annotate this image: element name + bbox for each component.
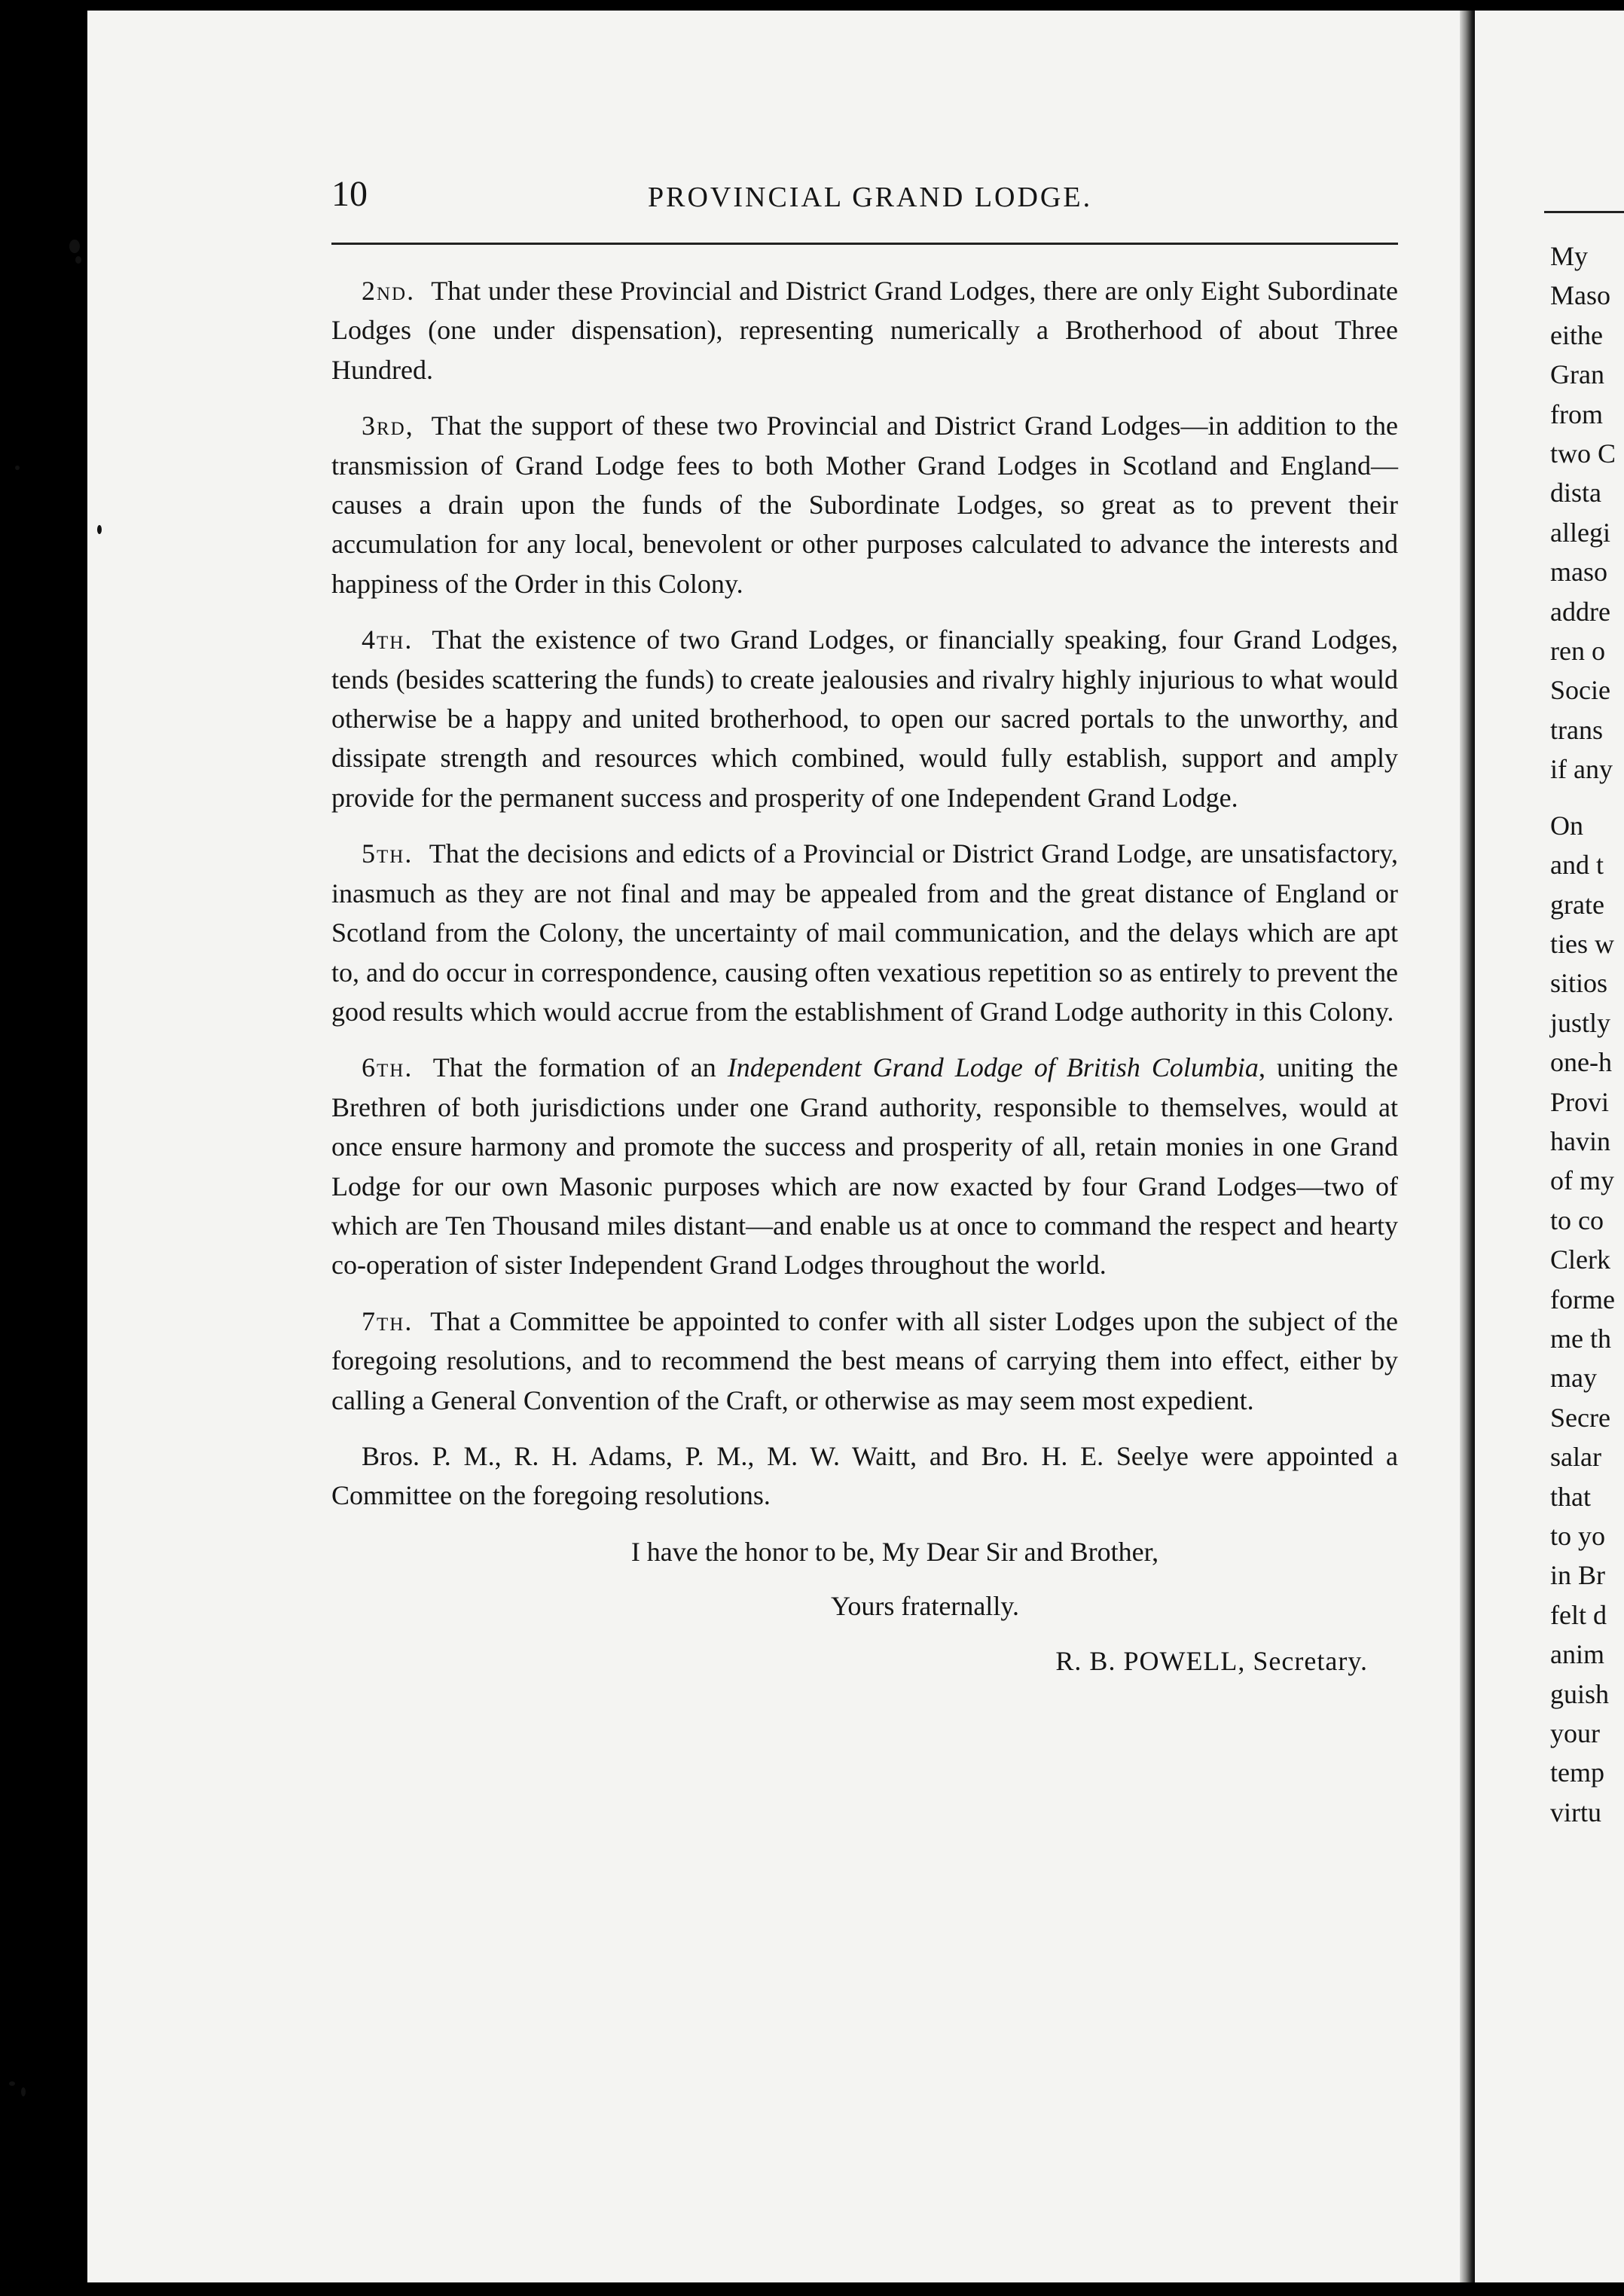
facing-page-line: anim [1550,1639,1604,1670]
facing-page-line: to yo [1550,1521,1606,1551]
facing-page-line: temp [1550,1757,1604,1788]
facing-page-line: Gran [1550,359,1604,390]
page-number: 10 [331,174,368,214]
facing-page-line: addre [1550,596,1610,627]
resolution-text: That under these Provincial and District Grand Lodges, there are only Eight Subordinate Lodges (one under dispensation), representing numerically a Brotherhood of about Three Hundred. [331,276,1398,385]
facing-page-line: if any [1550,754,1613,785]
resolution-paragraph [331,834,1398,1031]
committee-paragraph [331,1437,1398,1516]
facing-page-line: salar [1550,1442,1601,1473]
resolution-text: That a Committee be appointed to confer with all sister Lodges upon the subject of the foregoing resolutions, and to recommend the best means of carrying them into effect, either by calling a General Convention of the Craft, or otherwise as may seem most expedient. [331,1305,1398,1415]
facing-page-line: grate [1550,889,1604,920]
page-body [331,271,1398,1681]
facing-page-line: maso [1550,557,1607,588]
facing-page-line: your [1550,1718,1600,1749]
resolution-label: 3rd, [362,411,414,441]
margin-speck [21,2087,26,2096]
resolution-text: That the support of these two Provincial and District Grand Lodges—in addition to the transmission of Grand Lodge fees to both Mother Grand Lodges in Scotland and England—causes a drain upon the funds of the Subordinate Lodges, so great as to prevent their accumulation for any local, benevolent or other purposes calculated to advance the interests and happiness of the Order in this Colony. [331,411,1398,599]
resolution-paragraph [331,620,1398,817]
facing-page-line: ties w [1550,928,1614,959]
facing-page-line: and t [1550,850,1604,881]
facing-page-line: one-h [1550,1047,1612,1078]
facing-page-line: Secre [1550,1402,1610,1433]
committee-text: Bros. P. M., R. H. Adams, P. M., M. W. Waitt, and Bro. H. E. Seelye were appointed a Committee on the foregoing resolutions. [331,1440,1398,1511]
facing-page-rule [1544,211,1624,213]
facing-page-line: forme [1550,1284,1615,1314]
facing-page-line: justly [1550,1007,1611,1038]
facing-page-line: me th [1550,1323,1611,1354]
facing-page-line: of my [1550,1165,1614,1196]
italic-title: Independent Grand Lodge of British Columbia [727,1052,1259,1083]
facing-page-line: ren o [1550,636,1605,667]
resolution-paragraph [331,1302,1398,1420]
resolution-label: 2nd. [362,276,416,306]
facing-page-line: from [1550,398,1603,429]
facing-page-line: may [1550,1363,1597,1394]
facing-page-line: Provi [1550,1086,1610,1117]
resolution-paragraph [331,406,1398,603]
facing-page-line: eithe [1550,319,1603,350]
page-header [331,170,1401,223]
resolution-label: 6th. [362,1052,414,1083]
facing-page-line: two C [1550,438,1616,469]
resolution-text: That the formation of an [432,1052,716,1083]
facing-page-line: allegi [1550,517,1610,548]
facing-page-line: dista [1550,478,1601,508]
facing-page-line: My [1550,241,1589,271]
salutation: I have the honor to be, My Dear Sir and Brother, [630,1536,1159,1567]
signature: R. B. POWELL, Secretary. [1055,1645,1368,1676]
facing-page-line: in Br [1550,1560,1606,1591]
right-page [1475,11,1624,2282]
valediction: Yours fraternally. [831,1591,1019,1622]
resolution-text: That the decisions and edicts of a Provincial or District Grand Lodge, are unsatisfactory, inasmuch as they are not final and may be appealed from and the great distance of England or Scotland from the Colony, the uncertainty of mail communication, and the delays which are apt to, and do occur in correspondence, causing often vexatious repetition so as entirely to prevent the good results which would accrue from the establishment of Grand Lodge authority in this Colony. [331,838,1398,1027]
facing-page-line: Maso [1550,280,1610,311]
facing-page-line: Socie [1550,675,1610,706]
resolution-label: 4th. [362,624,414,655]
facing-page-line: havin [1550,1125,1610,1156]
letter-closing [331,1532,1398,1681]
margin-speck [15,466,20,470]
resolution-label: 7th. [362,1305,414,1336]
facing-page-line: to co [1550,1204,1604,1235]
facing-page-line: guish [1550,1678,1610,1709]
resolution-text: , uniting the Brethren of both jurisdictions under one Grand authority, responsible to themselves, would at once ensure harmony and promote the success and prosperity of all, retain monies in one Grand Lodge for our own Masonic purposes which are now exacted by four Grand Lodges—two of which are Ten Thousand miles distant—and enable us at once to command the respect and hearty co-operation of sister Independent Grand Lodges throughout the world. [331,1052,1398,1281]
facing-page-line: sitios [1550,968,1608,999]
margin-speck [97,525,102,534]
facing-page-gap [1550,789,1624,806]
facing-page-line: that [1550,1481,1591,1512]
resolution-text: That the existence of two Grand Lodges, or financially speaking, four Grand Lodges, tends (besides scattering the funds) to create jealousies and rivalry highly injurious to what would otherwise be a happy and united brotherhood, to open our sacred portals to the unworthy, and dissipate strength and resources which combined, would fully establish, support and amply provide for the permanent success and prosperity of one Independent Grand Lodge. [331,624,1398,813]
book-gutter [1460,11,1475,2282]
margin-speck [69,240,80,253]
facing-page-text [1550,237,1624,1832]
facing-page-line: trans [1550,714,1603,745]
running-title: PROVINCIAL GRAND LODGE. [648,182,1093,213]
margin-speck [75,256,81,264]
header-rule [331,243,1398,245]
facing-page-line: virtu [1550,1797,1601,1827]
facing-page-line: On [1550,810,1583,841]
margin-speck [9,2081,15,2086]
facing-page-line: Clerk [1550,1244,1610,1275]
resolution-paragraph [331,271,1398,389]
facing-page-line: felt d [1550,1599,1607,1630]
resolution-label: 5th. [362,838,414,869]
resolution-paragraph [331,1048,1398,1284]
